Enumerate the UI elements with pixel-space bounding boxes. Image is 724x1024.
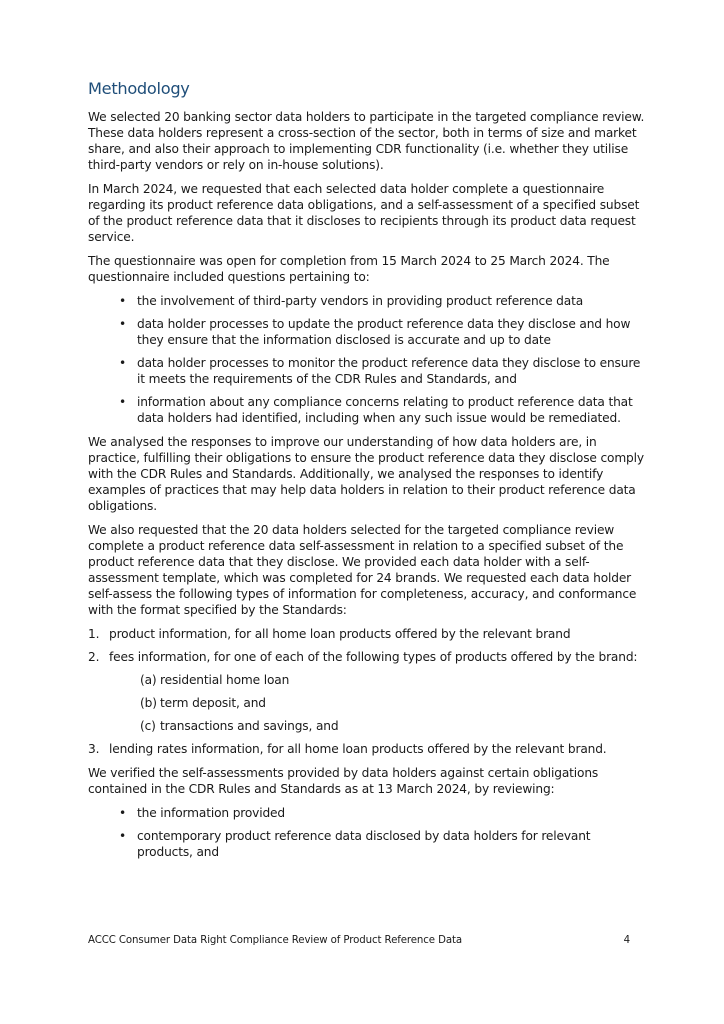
paragraph-questionnaire-period: The questionnaire was open for completion from 15 March 2024 to 25 March 2024. The questionnaire included questions pertaining to: xyxy=(88,254,610,284)
list-item: • data holder processes to update the product reference data they disclose and how they ensure that the information disclosed is accurate and up to date xyxy=(88,316,648,348)
list-item xyxy=(88,741,648,757)
sublist-item xyxy=(109,718,648,734)
paragraph-questionnaire-request: In March 2024, we requested that each selected data holder complete a questionnaire regarding its product reference data obligations, and a self-assessment of a specified subset of the product reference data that it discloses to recipients through its product data request service. xyxy=(88,182,640,244)
sublist-label: (a) xyxy=(140,673,157,687)
list-item xyxy=(88,626,648,642)
page-number: 4 xyxy=(623,935,630,946)
sublist-label: (b) xyxy=(140,696,157,710)
list-item: • the information provided xyxy=(88,805,648,821)
list-item-text: lending rates information, for all home loan products offered by the relevant brand. xyxy=(109,742,607,756)
sublist-text: residential home loan xyxy=(160,673,290,687)
paragraph-self-assessment: We also requested that the 20 data holders selected for the targeted compliance review complete a product reference data self-assessment in relation to a specified subset of the product reference data that they disclose. We provided each data holder with a self-assessment template, which was completed for 24 brands. We requested each data holder self-assess the following types of information for completeness, accuracy, and conformance with the format specified by the Standards: xyxy=(88,523,637,617)
list-item-text: fees information, for one of each of the following types of products offered by the brand: xyxy=(109,650,638,664)
paragraph-analysis: We analysed the responses to improve our understanding of how data holders are, in practice, fulfilling their obligations to ensure the product reference data they disclose comply with the CDR Rules and Standards. Additionally, we analysed the responses to identify examples of practices that may help data holders in relation to their product reference data obligations. xyxy=(88,435,644,513)
information-types-list xyxy=(88,626,648,757)
page-content xyxy=(88,78,648,868)
sublist-text: term deposit, and xyxy=(160,696,266,710)
list-number: 2. xyxy=(88,650,100,664)
sublist-text: transactions and savings, and xyxy=(160,719,339,733)
footer-title: ACCC Consumer Data Right Compliance Review of Product Reference Data xyxy=(88,935,463,946)
list-number: 3. xyxy=(88,742,100,756)
list-item: • information about any compliance concerns relating to product reference data that data holders had identified, including when any such issue would be remediated. xyxy=(88,394,648,426)
section-heading: Methodology xyxy=(88,79,190,98)
list-item-text: product information, for all home loan products offered by the relevant brand xyxy=(109,627,571,641)
list-item xyxy=(88,649,648,734)
list-item: • contemporary product reference data disclosed by data holders for relevant products, and xyxy=(88,828,648,860)
questionnaire-topics-list xyxy=(88,293,648,426)
sublist-item xyxy=(109,672,648,688)
list-item: • the involvement of third-party vendors in providing product reference data xyxy=(88,293,648,309)
paragraph-selection: We selected 20 banking sector data holders to participate in the targeted compliance review. These data holders represent a cross-section of the sector, both in terms of size and market share, and also their approach to implementing CDR functionality (i.e. whether they utilise third-party vendors or rely on in-house solutions). xyxy=(88,110,645,172)
list-item: • data holder processes to monitor the product reference data they disclose to ensure it meets the requirements of the CDR Rules and Standards, and xyxy=(88,355,648,387)
list-number: 1. xyxy=(88,627,100,641)
paragraph-verification: We verified the self-assessments provided by data holders against certain obligations contained in the CDR Rules and Standards as at 13 March 2024, by reviewing: xyxy=(88,766,599,796)
page-footer xyxy=(88,934,630,948)
product-types-sublist xyxy=(109,672,648,734)
verification-list xyxy=(88,805,648,860)
sublist-item xyxy=(109,695,648,711)
sublist-label: (c) xyxy=(140,719,156,733)
